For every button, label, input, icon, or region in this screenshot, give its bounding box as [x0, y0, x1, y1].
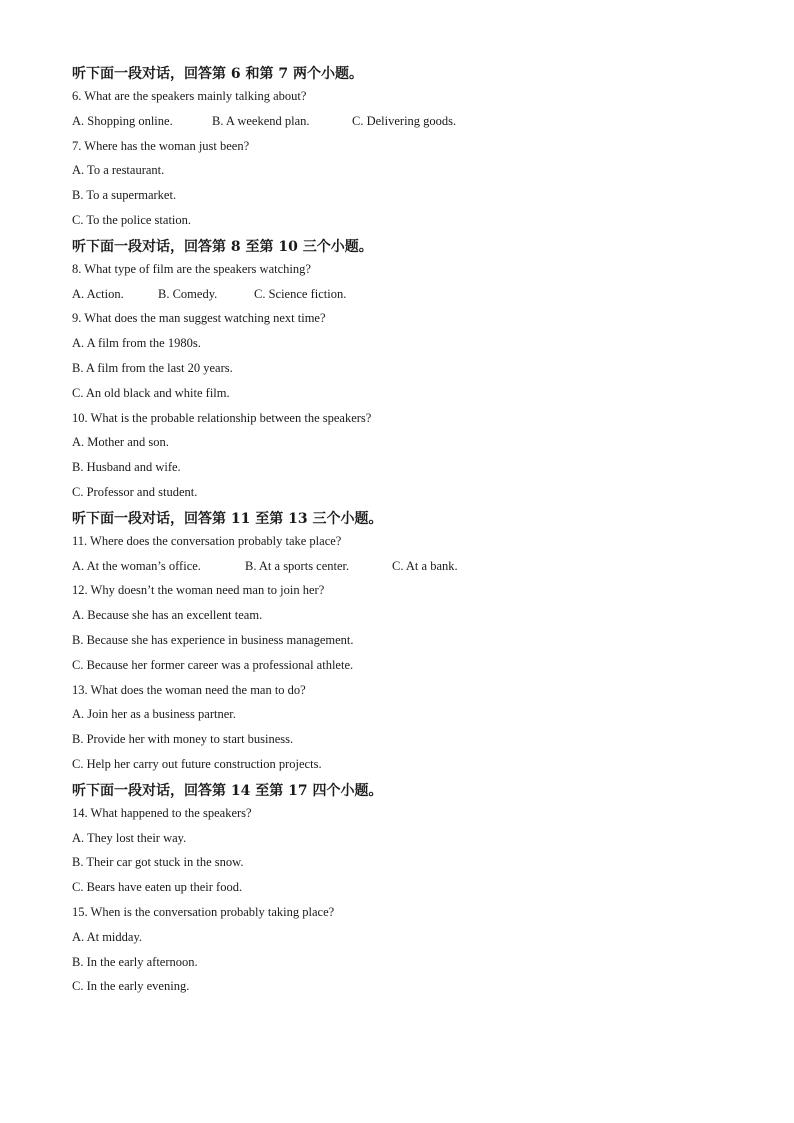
answer-option: A. Shopping online.	[72, 113, 173, 128]
question-stem: 13. What does the woman need the man to do?	[72, 682, 306, 697]
options-row	[72, 558, 732, 583]
section-heading: 听下面一段对话，回答第 14 至第 17 四个小题。	[72, 782, 383, 799]
answer-option: A. At midday.	[72, 929, 143, 944]
question-stem: 6. What are the speakers mainly talking about?	[72, 89, 307, 103]
question	[72, 682, 732, 781]
exam-page	[72, 64, 732, 1003]
question-stem: 7. Where has the woman just been?	[72, 138, 250, 153]
answer-option: A. At the woman’s office.	[72, 558, 201, 573]
options-row	[72, 113, 732, 138]
question	[72, 904, 732, 1003]
answer-option: A. Join her as a business partner.	[72, 707, 236, 722]
answer-option: C. An old black and white film.	[72, 385, 230, 400]
answer-option: C. At a bank.	[392, 558, 458, 573]
answer-option: A. Mother and son.	[72, 435, 169, 450]
answer-option: C. Because her former career was a professional athlete.	[72, 657, 354, 672]
question-stem: 10. What is the probable relationship between the speakers?	[72, 410, 372, 425]
options-row	[72, 286, 732, 311]
answer-option: C. Delivering goods.	[352, 113, 457, 128]
question	[72, 261, 732, 311]
question-stem: 14. What happened to the speakers?	[72, 805, 252, 820]
answer-option: B. At a sports center.	[245, 558, 350, 573]
question	[72, 310, 732, 409]
answer-option: C. Professor and student.	[72, 484, 198, 499]
answer-option: A. A film from the 1980s.	[72, 336, 201, 351]
answer-option: B. In the early afternoon.	[72, 954, 198, 969]
answer-option: B. A weekend plan.	[212, 113, 310, 128]
question-stem: 9. What does the man suggest watching next time?	[72, 311, 326, 326]
section-heading: 听下面一段对话，回答第 6 和第 7 两个小题。	[72, 66, 363, 82]
question-stem: 8. What type of film are the speakers watching?	[72, 261, 311, 276]
answer-option: B. A film from the last 20 years.	[72, 360, 233, 375]
question	[72, 582, 732, 681]
answer-option: A. Action.	[72, 286, 124, 301]
question-stem: 11. Where does the conversation probably take place?	[72, 533, 342, 548]
answer-option: C. In the early evening.	[72, 979, 190, 994]
answer-option: C. Science fiction.	[254, 286, 347, 301]
section-heading: 听下面一段对话，回答第 8 至第 10 三个小题。	[72, 238, 373, 255]
answer-option: B. Comedy.	[158, 286, 218, 301]
answer-option: C. Bears have eaten up their food.	[72, 880, 243, 895]
question	[72, 533, 732, 583]
answer-option: B. To a supermarket.	[72, 188, 177, 203]
answer-option: B. Husband and wife.	[72, 460, 181, 475]
question	[72, 805, 732, 904]
question	[72, 410, 732, 509]
question	[72, 138, 732, 237]
answer-option: A. They lost their way.	[72, 830, 187, 845]
section-heading: 听下面一段对话，回答第 11 至第 13 三个小题。	[72, 510, 383, 527]
answer-option: B. Because she has experience in business management.	[72, 632, 354, 647]
answer-option: A. Because she has an excellent team.	[72, 608, 263, 623]
answer-option: B. Their car got stuck in the snow.	[72, 855, 244, 870]
question-stem: 15. When is the conversation probably taking place?	[72, 904, 335, 919]
answer-option: B. Provide her with money to start business.	[72, 732, 294, 747]
question	[72, 88, 732, 138]
answer-option: A. To a restaurant.	[72, 163, 165, 178]
answer-option: C. Help her carry out future construction projects.	[72, 756, 322, 771]
answer-option: C. To the police station.	[72, 212, 192, 227]
question-stem: 12. Why doesn’t the woman need man to join her?	[72, 583, 325, 598]
